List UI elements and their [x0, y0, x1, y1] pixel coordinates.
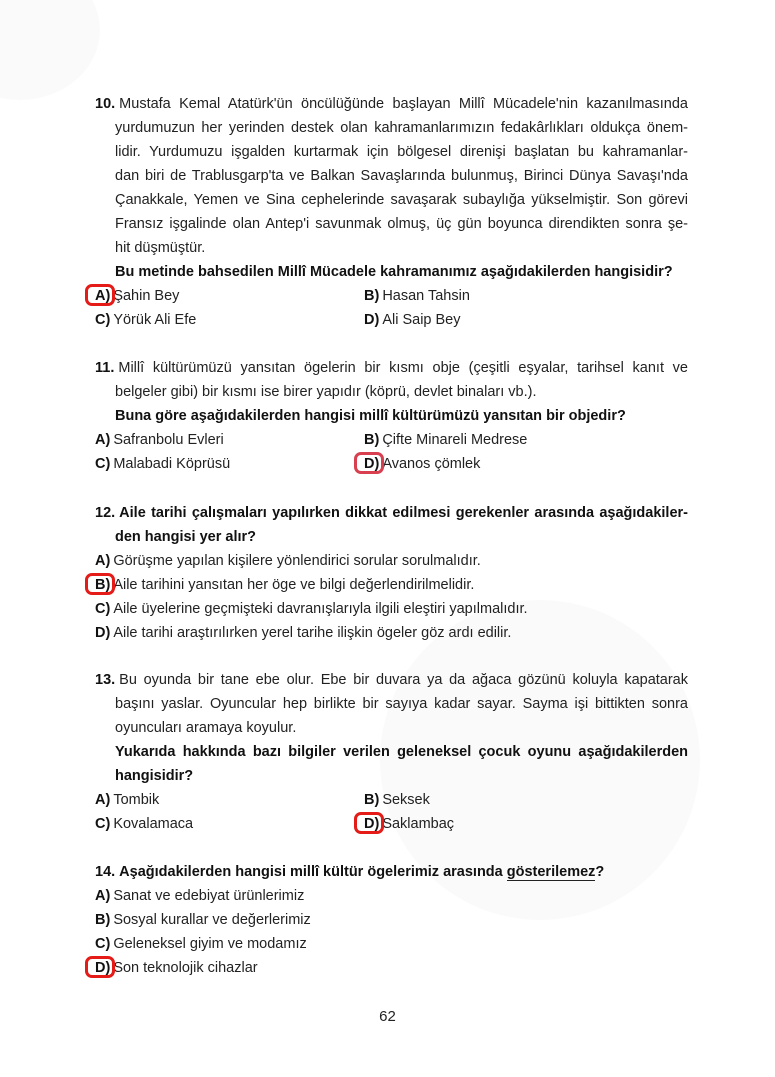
choice-b[interactable] — [364, 790, 430, 810]
body-text: yurdumuzun her yerinden destek olan kahramanlarımızın fedakârlıkları oldukça önem- — [115, 120, 688, 136]
question-text-line — [95, 358, 688, 378]
choice-text: Çifte Minareli Medrese — [382, 432, 528, 448]
prompt-text: hangisidir? — [115, 768, 194, 784]
question-text-line — [115, 118, 688, 138]
prompt-text: Bu metinde bahsedilen Millî Mücadele kahramanımız aşağıdakilerden hangisidir? — [115, 264, 673, 280]
choice-text: Avanos çömlek — [382, 456, 481, 472]
choice-label: A) — [95, 288, 111, 304]
choice-text: Aile tarihini yansıtan her öge ve bilgi değerlendirilmelidir. — [113, 577, 475, 593]
choice-label: C) — [95, 456, 111, 472]
emphasized-word: gösterilemez — [506, 864, 596, 880]
question-text-line — [115, 238, 688, 258]
choice-label: C) — [95, 816, 111, 832]
choice-c[interactable] — [95, 814, 193, 834]
choice-label: D) — [364, 456, 380, 472]
choice-text: Tombik — [113, 792, 160, 808]
choice-label: B) — [364, 288, 380, 304]
choice-label: A) — [95, 792, 111, 808]
choice-b[interactable] — [95, 910, 311, 930]
corner-shadow — [0, 0, 100, 100]
question-prompt-line — [115, 527, 688, 547]
prompt-tail: ? — [595, 864, 605, 880]
choice-b[interactable] — [364, 430, 527, 450]
choice-text: Safranbolu Evleri — [113, 432, 224, 448]
question-text-line — [95, 94, 688, 114]
choice-b[interactable] — [95, 575, 474, 595]
choice-text: Malabadi Köprüsü — [113, 456, 231, 472]
question-prompt-line — [95, 503, 688, 523]
question-text-line — [115, 190, 688, 210]
choice-label: B) — [95, 912, 111, 928]
choice-text: Son teknolojik cihazlar — [113, 960, 258, 976]
body-text: Millî kültürümüzü yansıtan ögelerin bir kısmı obje (çeşitli eşyalar, tarihsel kanıt ve — [118, 360, 688, 376]
choice-a[interactable] — [95, 790, 159, 810]
question-text-line — [115, 214, 688, 234]
page-number: 62 — [379, 1008, 396, 1025]
question-prompt-line — [95, 862, 688, 882]
choice-label: C) — [95, 936, 111, 952]
choice-label: A) — [95, 432, 111, 448]
choice-text: Ali Saip Bey — [382, 312, 461, 328]
choice-text: Hasan Tahsin — [382, 288, 470, 304]
prompt-text: Aşağıdakilerden hangisi millî kültür ögelerimiz arasında — [119, 864, 507, 880]
choice-label: B) — [364, 792, 380, 808]
answer-mark-circle — [354, 812, 384, 834]
question-number: 14. — [95, 864, 116, 880]
answer-mark-circle — [354, 452, 384, 474]
question-number: 12. — [95, 505, 116, 521]
body-text: Mustafa Kemal Atatürk'ün öncülüğünde başlayan Millî Mücadele'nin kazanılmasında — [119, 96, 688, 112]
choice-label: B) — [364, 432, 380, 448]
choice-label: A) — [95, 553, 111, 569]
question-number: 11. — [95, 360, 115, 376]
choice-text: Görüşme yapılan kişilere yönlendirici sorular sorulmalıdır. — [113, 553, 481, 569]
prompt-text: Yukarıda hakkında bazı bilgiler verilen geleneksel çocuk oyunu aşağıdakilerden — [115, 744, 688, 760]
choice-a[interactable] — [95, 886, 304, 906]
choice-a[interactable] — [95, 551, 481, 571]
choice-label: D) — [95, 960, 111, 976]
choice-label: D) — [364, 312, 380, 328]
body-text: oyuncuları aramaya koyulur. — [115, 720, 297, 736]
question-number: 10. — [95, 96, 116, 112]
answer-mark-circle — [85, 956, 115, 978]
body-text: belgeler gibi) bir kısmı ise birer yapıdır (köprü, devlet binaları vb.). — [115, 384, 537, 400]
choice-c[interactable] — [95, 934, 307, 954]
prompt-text: den hangisi yer alır? — [115, 529, 257, 545]
question-prompt-line — [115, 766, 688, 786]
choice-text: Yörük Ali Efe — [113, 312, 197, 328]
answer-mark-circle — [85, 573, 115, 595]
choice-label: D) — [95, 625, 111, 641]
body-text: hit düşmüştür. — [115, 240, 206, 256]
body-text: lidir. Yurdumuzu işgalden kurtarmak için bölgesel direnişi başlatan bu kahramanlar- — [115, 144, 688, 160]
choice-label: C) — [95, 312, 111, 328]
choice-c[interactable] — [95, 599, 528, 619]
choice-text: Aile üyelerine geçmişteki davranışlarıyla ilgili eleştiri yapılmalıdır. — [113, 601, 528, 617]
choice-c[interactable] — [95, 454, 230, 474]
choice-label: A) — [95, 888, 111, 904]
question-prompt-line — [115, 262, 688, 282]
choice-b[interactable] — [364, 286, 470, 306]
choice-text: Aile tarihi araştırılırken yerel tarihe ilişkin ögeler göz ardı edilir. — [113, 625, 512, 641]
body-text: başını yaslar. Oyuncular hep birlikte bir sayıya kadar sayar. Sayma işi bittikten sonra — [115, 696, 688, 712]
question-number: 13. — [95, 672, 116, 688]
choice-text: Sosyal kurallar ve değerlerimiz — [113, 912, 311, 928]
choice-d[interactable] — [364, 310, 461, 330]
choice-d[interactable] — [95, 623, 511, 643]
question-text-line — [115, 142, 688, 162]
question-text-line — [95, 670, 688, 690]
body-text: Çanakkale, Yemen ve Sina cephelerinde savaşarak subaylığa yükselmiştir. Son görevi — [115, 192, 688, 208]
question-text-line — [115, 718, 688, 738]
choice-label: D) — [364, 816, 380, 832]
choice-text: Kovalamaca — [113, 816, 194, 832]
choice-c[interactable] — [95, 310, 196, 330]
prompt-text: Aile tarihi çalışmaları yapılırken dikkat edilmesi gerekenler arasında aşağıdakiler- — [119, 505, 688, 521]
choice-text: Geleneksel giyim ve modamız — [113, 936, 307, 952]
choice-text: Şahin Bey — [113, 288, 180, 304]
choice-label: B) — [95, 577, 111, 593]
body-text: dan biri de Trablusgarp'ta ve Balkan Savaşlarında bulunmuş, Birinci Dünya Savaşı'nda — [115, 168, 688, 184]
answer-mark-circle — [85, 284, 115, 306]
body-text: Fransız işgalinde olan Antep'i savunmak olmuş, üç gün boyunca direndikten sonra şe- — [115, 216, 688, 232]
choice-text: Sanat ve edebiyat ürünlerimiz — [113, 888, 305, 904]
question-text-line — [115, 166, 688, 186]
choice-label: C) — [95, 601, 111, 617]
body-text: Bu oyunda bir tane ebe olur. Ebe bir duvara ya da ağaca gözünü koluyla kapatarak — [119, 672, 688, 688]
choice-d[interactable] — [95, 958, 258, 978]
choice-text: Saklambaç — [382, 816, 455, 832]
choice-a[interactable] — [95, 430, 224, 450]
question-text-line — [115, 694, 688, 714]
question-prompt-line — [115, 742, 688, 762]
question-prompt-line — [115, 406, 688, 426]
prompt-text: Buna göre aşağıdakilerden hangisi millî kültürümüzü yansıtan bir objedir? — [115, 408, 626, 424]
choice-text: Seksek — [382, 792, 430, 808]
question-text-line — [115, 382, 688, 402]
